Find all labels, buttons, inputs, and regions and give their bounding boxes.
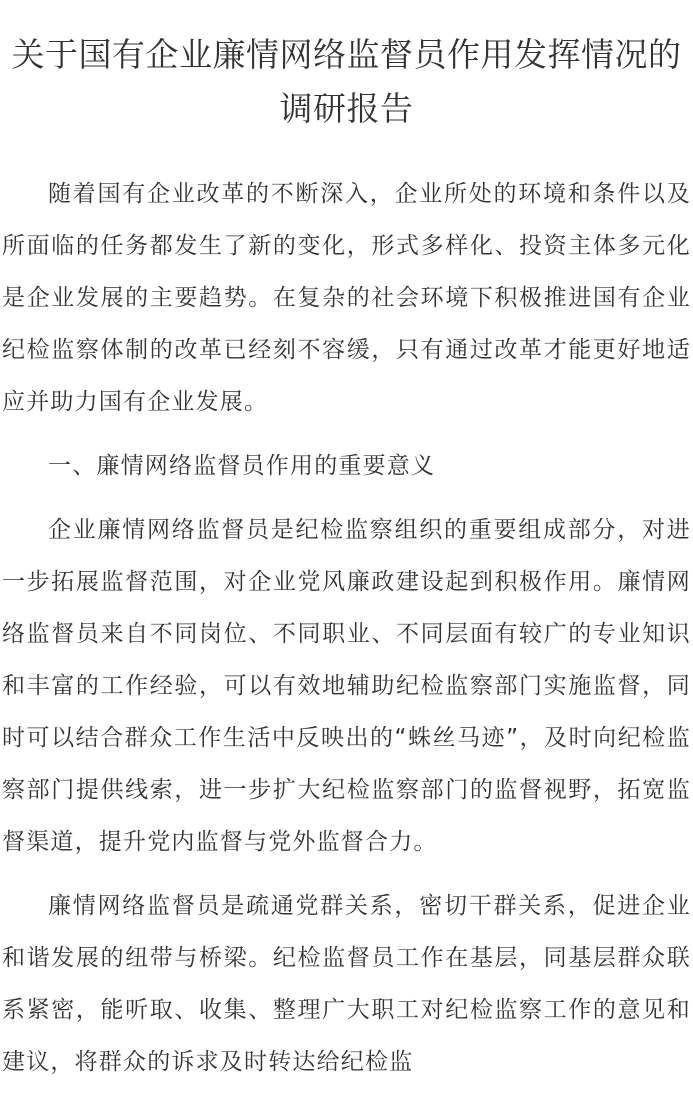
section-heading: 一、廉情网络监督员作用的重要意义	[48, 453, 436, 479]
intro-paragraph: 随着国有企业改革的不断深入，企业所处的环境和条件以及所面临的任务都发生了新的变化，形式多样化、投资主体多元化是企业发展的主要趋势。在复杂的社会环境下积极推进国有企业纪检监察体制的改革已经刻不容缓，只有通过改革才能更好地适应并助力国有企业发展。	[2, 181, 691, 415]
article-title: 关于国有企业廉情网络监督员作用发挥情况的调研报告	[11, 35, 682, 128]
body-paragraph: 企业廉情网络监督员是纪检监察组织的重要组成部分，对进一步拓展监督范围，对企业党风廉政建设起到积极作用。廉情网络监督员来自不同岗位、不同职业、不同层面有较广的专业知识和丰富的工作经验，可以有效地辅助纪检监察部门实施监督，同时可以结合群众工作生活中反映出的“蛛丝马迹”，及时向纪检监察部门提供线索，进一步扩大纪检监察部门的监督视野，拓宽监督渠道，提升党内监督与党外监督合力。	[2, 517, 691, 855]
body-paragraph: 廉情网络监督员是疏通党群关系，密切干群关系，促进企业和谐发展的纽带与桥梁。纪检监督员工作在基层，同基层群众联系紧密，能听取、收集、整理广大职工对纪检监察工作的意见和建议，将群众的诉求及时转达给纪检监	[2, 893, 691, 1075]
